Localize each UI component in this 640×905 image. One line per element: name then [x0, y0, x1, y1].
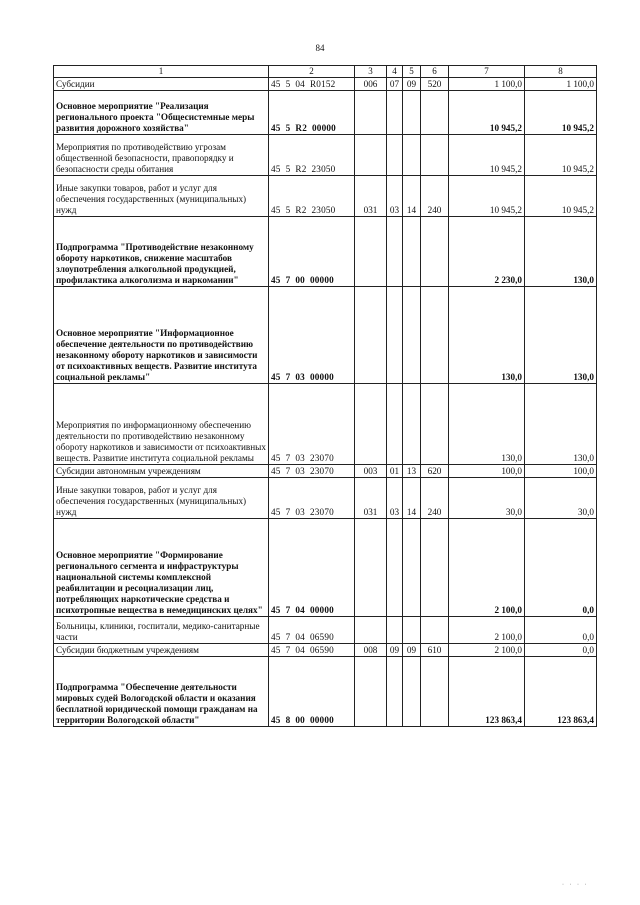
row-amount-1: 2 230,0 [449, 216, 525, 286]
table-row [54, 383, 597, 464]
row-amount-1: 30,0 [449, 477, 525, 518]
row-subsection [403, 383, 421, 464]
table-row [54, 477, 597, 518]
row-name: Субсидии [54, 77, 269, 90]
row-section [387, 656, 403, 726]
column-header: 5 [403, 66, 421, 78]
row-ministry [355, 134, 387, 175]
row-ministry [355, 286, 387, 383]
row-subsection [403, 518, 421, 616]
row-amount-2: 10 945,2 [525, 134, 597, 175]
row-ministry [355, 656, 387, 726]
row-amount-2: 10 945,2 [525, 175, 597, 216]
row-amount-2: 0,0 [525, 643, 597, 656]
row-name: Основное мероприятие "Формирование регионального сегмента и инфраструктуры национальной системы комплексной реабилитации и ресоциализации лиц, потребляющих наркотические средства и психотропные вещества в немедицинских целях" [54, 518, 269, 616]
row-code: 45 5 R2 00000 [269, 90, 355, 134]
row-amount-1: 2 100,0 [449, 643, 525, 656]
row-expense-type [421, 90, 449, 134]
row-section: 03 [387, 477, 403, 518]
row-subsection [403, 134, 421, 175]
row-expense-type: 520 [421, 77, 449, 90]
row-code: 45 5 R2 23050 [269, 175, 355, 216]
row-name: Основное мероприятие "Реализация регионального проекта "Общесистемные меры развития дорожного хозяйства" [54, 90, 269, 134]
row-expense-type [421, 616, 449, 643]
row-name: Основное мероприятие "Информационное обеспечение деятельности по противодействию незаконному обороту наркотиков и зависимости от психоактивных веществ. Развитие института социальной рекламы" [54, 286, 269, 383]
row-section [387, 134, 403, 175]
row-expense-type [421, 286, 449, 383]
row-ministry [355, 90, 387, 134]
row-expense-type: 240 [421, 175, 449, 216]
row-ministry [355, 616, 387, 643]
row-subsection: 14 [403, 477, 421, 518]
row-amount-2: 130,0 [525, 383, 597, 464]
row-expense-type [421, 134, 449, 175]
row-amount-1: 123 863,4 [449, 656, 525, 726]
row-expense-type: 610 [421, 643, 449, 656]
row-name: Иные закупки товаров, работ и услуг для обеспечения государственных (муниципальных) нужд [54, 477, 269, 518]
row-code: 45 8 00 00000 [269, 656, 355, 726]
column-header: 3 [355, 66, 387, 78]
row-ministry: 031 [355, 175, 387, 216]
row-code: 45 7 03 00000 [269, 286, 355, 383]
row-amount-1: 2 100,0 [449, 616, 525, 643]
table-row [54, 518, 597, 616]
row-section: 01 [387, 464, 403, 477]
column-number-row [54, 66, 597, 78]
table-row [54, 656, 597, 726]
row-amount-1: 130,0 [449, 286, 525, 383]
row-amount-2: 0,0 [525, 518, 597, 616]
row-name: Мероприятия по противодействию угрозам общественной безопасности, правопорядку и безопасности среды обитания [54, 134, 269, 175]
row-ministry [355, 216, 387, 286]
row-code: 45 5 R2 23050 [269, 134, 355, 175]
row-code: 45 7 00 00000 [269, 216, 355, 286]
row-expense-type: 620 [421, 464, 449, 477]
row-subsection [403, 656, 421, 726]
table-row [54, 134, 597, 175]
row-subsection: 13 [403, 464, 421, 477]
row-ministry: 003 [355, 464, 387, 477]
row-code: 45 7 04 00000 [269, 518, 355, 616]
table-row [54, 216, 597, 286]
row-amount-2: 1 100,0 [525, 77, 597, 90]
row-name: Мероприятия по информационному обеспечению деятельности по противодействию незаконному обороту наркотиков и зависимости от психоактивных веществ. Развитие института социальной рекламы [54, 383, 269, 464]
row-section: 07 [387, 77, 403, 90]
row-name: Субсидии бюджетным учреждениям [54, 643, 269, 656]
row-section [387, 286, 403, 383]
row-amount-2: 0,0 [525, 616, 597, 643]
column-header: 8 [525, 66, 597, 78]
row-amount-1: 10 945,2 [449, 90, 525, 134]
row-amount-2: 130,0 [525, 286, 597, 383]
page-number: 84 [315, 43, 325, 53]
row-amount-2: 30,0 [525, 477, 597, 518]
footer-mark: · · · · [562, 882, 589, 888]
column-header: 2 [269, 66, 355, 78]
row-amount-1: 130,0 [449, 383, 525, 464]
budget-table [53, 65, 597, 727]
row-subsection [403, 616, 421, 643]
table-row [54, 616, 597, 643]
row-amount-1: 2 100,0 [449, 518, 525, 616]
row-section [387, 518, 403, 616]
row-code: 45 5 04 R0152 [269, 77, 355, 90]
table-row [54, 90, 597, 134]
column-header: 6 [421, 66, 449, 78]
table-row [54, 286, 597, 383]
row-ministry: 006 [355, 77, 387, 90]
row-amount-1: 10 945,2 [449, 134, 525, 175]
row-section: 03 [387, 175, 403, 216]
row-name: Иные закупки товаров, работ и услуг для обеспечения государственных (муниципальных) нужд [54, 175, 269, 216]
row-section [387, 616, 403, 643]
row-code: 45 7 03 23070 [269, 477, 355, 518]
row-ministry: 031 [355, 477, 387, 518]
row-section: 09 [387, 643, 403, 656]
table-row [54, 77, 597, 90]
row-name: Субсидии автономным учреждениям [54, 464, 269, 477]
row-name: Больницы, клиники, госпитали, медико-санитарные части [54, 616, 269, 643]
row-name: Подпрограмма "Противодействие незаконному обороту наркотиков, снижение масштабов злоупотребления алкогольной продукцией, профилактика алкоголизма и наркомании" [54, 216, 269, 286]
row-section [387, 383, 403, 464]
row-ministry [355, 383, 387, 464]
row-amount-2: 10 945,2 [525, 90, 597, 134]
row-amount-1: 100,0 [449, 464, 525, 477]
row-subsection [403, 90, 421, 134]
row-amount-2: 123 863,4 [525, 656, 597, 726]
row-expense-type [421, 518, 449, 616]
row-ministry: 008 [355, 643, 387, 656]
table-row [54, 643, 597, 656]
row-expense-type [421, 216, 449, 286]
row-amount-2: 100,0 [525, 464, 597, 477]
row-amount-1: 1 100,0 [449, 77, 525, 90]
row-name: Подпрограмма "Обеспечение деятельности мировых судей Вологодской области и оказания бесплатной юридической помощи гражданам на территории Вологодской области" [54, 656, 269, 726]
row-expense-type [421, 383, 449, 464]
row-code: 45 7 04 06590 [269, 643, 355, 656]
row-section [387, 216, 403, 286]
table-row [54, 464, 597, 477]
row-amount-1: 10 945,2 [449, 175, 525, 216]
column-header: 1 [54, 66, 269, 78]
row-amount-2: 130,0 [525, 216, 597, 286]
column-header: 4 [387, 66, 403, 78]
row-expense-type [421, 656, 449, 726]
row-subsection: 09 [403, 77, 421, 90]
row-code: 45 7 03 23070 [269, 383, 355, 464]
table-row [54, 175, 597, 216]
row-code: 45 7 03 23070 [269, 464, 355, 477]
row-section [387, 90, 403, 134]
row-code: 45 7 04 06590 [269, 616, 355, 643]
column-header: 7 [449, 66, 525, 78]
row-expense-type: 240 [421, 477, 449, 518]
row-subsection: 14 [403, 175, 421, 216]
row-subsection [403, 216, 421, 286]
row-subsection [403, 286, 421, 383]
row-ministry [355, 518, 387, 616]
row-subsection: 09 [403, 643, 421, 656]
